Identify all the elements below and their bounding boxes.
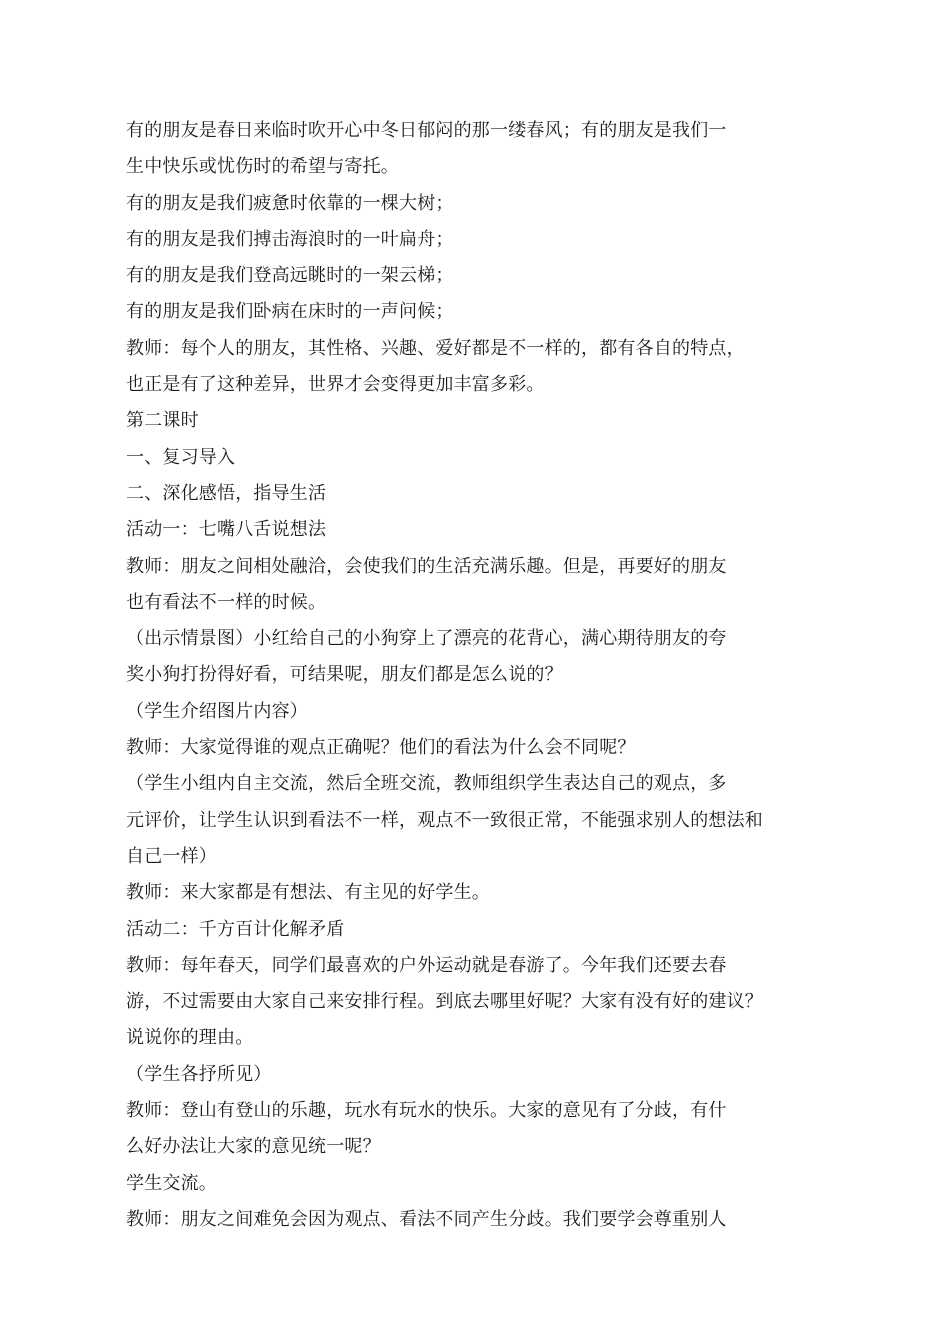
text-line: 也有看法不一样的时候。 (126, 591, 327, 613)
text-line: （学生介绍图片内容） (126, 700, 308, 722)
text-line: （学生各抒所见） (126, 1063, 272, 1085)
text-line: 游，不过需要由大家自己来安排行程。到底去哪里好呢？大家有没有好的建议？ (126, 991, 763, 1013)
text-line: （出示情景图）小红给自己的小狗穿上了漂亮的花背心，满心期待朋友的夸 (126, 628, 727, 650)
section-heading: 二、深化感悟，指导生活 (126, 482, 327, 504)
text-line: 也正是有了这种差异，世界才会变得更加丰富多彩。 (126, 374, 545, 396)
text-line: 有的朋友是我们登高远眺时的一架云梯； (126, 265, 454, 287)
text-line: 有的朋友是春日来临时吹开心中冬日郁闷的那一缕春风；有的朋友是我们一 (126, 120, 727, 141)
text-line: 么好办法让大家的意见统一呢？ (126, 1136, 381, 1158)
section-heading: 第二课时 (126, 410, 199, 432)
text-line: 元评价，让学生认识到看法不一样，观点不一致很正常，不能强求别人的想法和 (126, 809, 763, 831)
activity-heading: 活动二：千方百计化解矛盾 (126, 918, 345, 940)
section-heading: 一、复习导入 (126, 446, 236, 468)
text-line: 学生交流。 (126, 1172, 217, 1194)
text-line: 有的朋友是我们卧病在床时的一声问候； (126, 301, 454, 323)
text-line: 教师：朋友之间相处融洽，会使我们的生活充满乐趣。但是，再要好的朋友 (126, 555, 727, 577)
text-line: 教师：大家觉得谁的观点正确呢？他们的看法为什么会不同呢？ (126, 737, 636, 759)
text-line: 奖小狗打扮得好看，可结果呢，朋友们都是怎么说的？ (126, 664, 563, 686)
text-line: 教师：朋友之间难免会因为观点、看法不同产生分歧。我们要学会尊重别人 (126, 1208, 727, 1230)
text-line: 教师：每个人的朋友，其性格、兴趣、爱好都是不一样的，都有各自的特点， (126, 337, 745, 359)
text-line: 教师：登山有登山的乐趣，玩水有玩水的快乐。大家的意见有了分歧，有什 (126, 1100, 727, 1122)
activity-heading: 活动一：七嘴八舌说想法 (126, 519, 327, 541)
text-line: 教师：来大家都是有想法、有主见的好学生。 (126, 882, 490, 904)
text-line: 生中快乐或忧伤时的希望与寄托。 (126, 156, 399, 178)
text-line: 说说你的理由。 (126, 1027, 254, 1049)
document-body (126, 113, 816, 1238)
text-line: 有的朋友是我们搏击海浪时的一叶扁舟； (126, 228, 454, 250)
text-line: 自己一样） (126, 845, 217, 867)
text-line: 教师：每年春天，同学们最喜欢的户外运动就是春游了。今年我们还要去春 (126, 954, 727, 976)
text-line: （学生小组内自主交流，然后全班交流，教师组织学生表达自己的观点，多 (126, 773, 727, 795)
text-line: 有的朋友是我们疲惫时依靠的一棵大树； (126, 192, 454, 214)
